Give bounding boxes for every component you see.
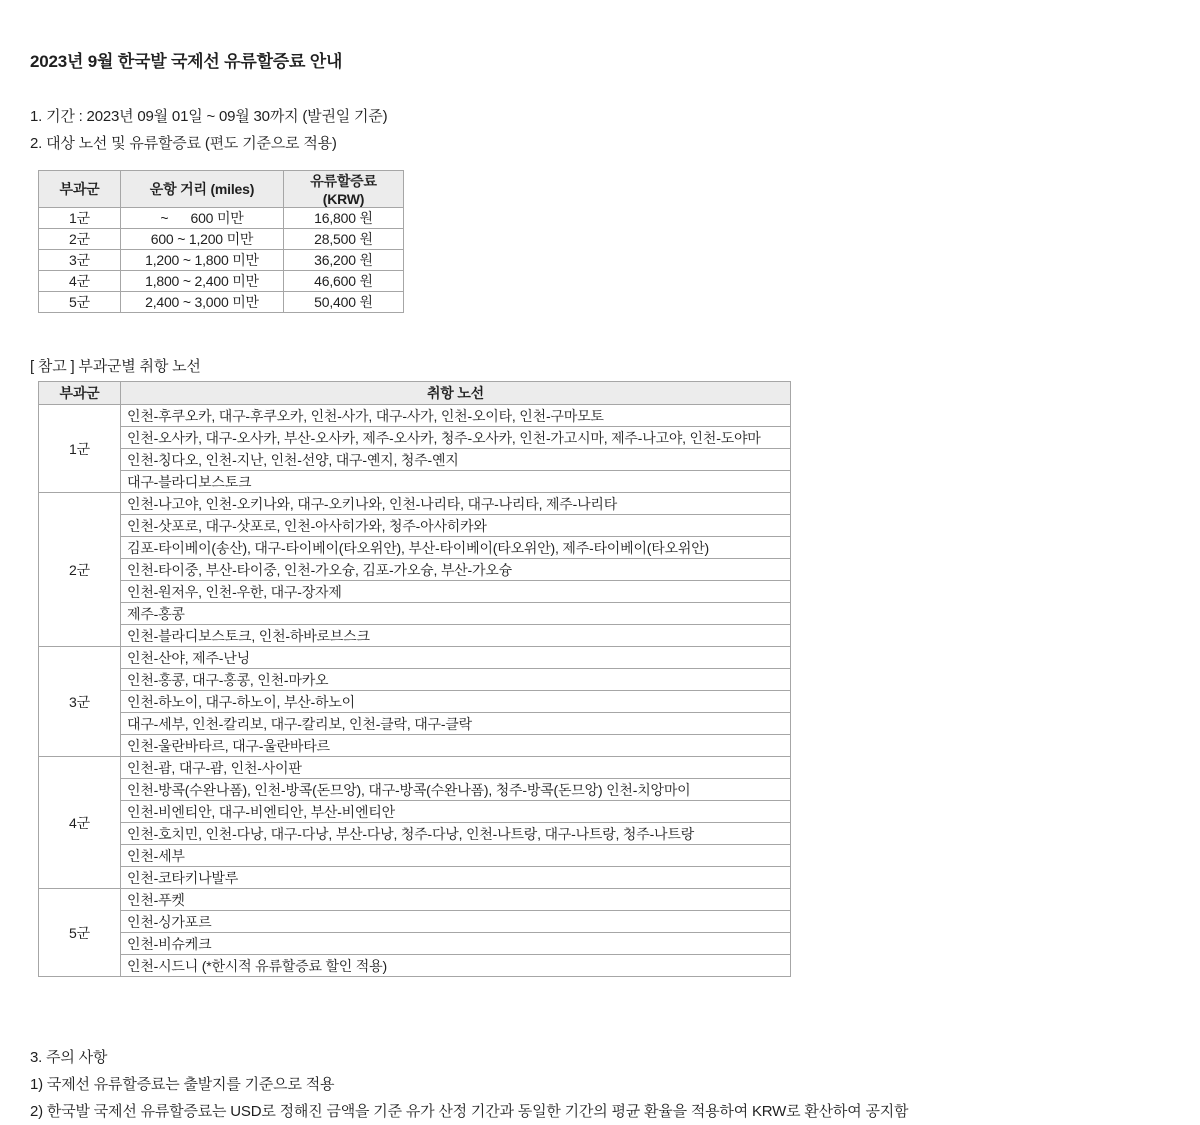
route-cell: 인천-세부 (121, 845, 791, 867)
surcharge-group-cell: 1군 (39, 208, 121, 229)
route-group-cell: 5군 (39, 889, 121, 977)
route-row (39, 823, 791, 845)
route-row (39, 493, 791, 515)
route-cell: 대구-블라디보스토크 (121, 471, 791, 493)
route-row (39, 537, 791, 559)
surcharge-row (39, 229, 404, 250)
surcharge-row (39, 250, 404, 271)
route-cell: 인천-삿포로, 대구-삿포로, 인천-아사히가와, 청주-아사히카와 (121, 515, 791, 537)
route-row (39, 801, 791, 823)
route-row (39, 867, 791, 889)
route-row (39, 515, 791, 537)
route-row (39, 889, 791, 911)
route-cell: 인천-타이중, 부산-타이중, 인천-가오슝, 김포-가오슝, 부산-가오슝 (121, 559, 791, 581)
route-cell: 인천-비슈케크 (121, 933, 791, 955)
route-row (39, 581, 791, 603)
route-cell: 인천-호치민, 인천-다낭, 대구-다낭, 부산-다낭, 청주-다낭, 인천-나트랑, 대구-나트랑, 청주-나트랑 (121, 823, 791, 845)
surcharge-header-distance: 운항 거리 (miles) (121, 171, 284, 208)
route-cell: 인천-산야, 제주-난닝 (121, 647, 791, 669)
surcharge-fee-cell: 16,800 원 (284, 208, 404, 229)
route-row (39, 471, 791, 493)
note-line-2: 2) 한국발 국제선 유류할증료는 USD로 정해진 금액을 기준 유가 산정 기간과 동일한 기간의 평균 환율을 적용하여 KRW로 환산하여 공지함 (30, 1103, 909, 1120)
surcharge-fee-cell: 50,400 원 (284, 292, 404, 313)
route-header-routes: 취항 노선 (121, 382, 791, 405)
surcharge-table-body (39, 208, 404, 313)
route-cell: 인천-하노이, 대구-하노이, 부산-하노이 (121, 691, 791, 713)
surcharge-distance-cell: 1,800 ~ 2,400 미만 (121, 271, 284, 292)
surcharge-group-cell: 4군 (39, 271, 121, 292)
surcharge-header-row (39, 171, 404, 208)
route-table (38, 381, 791, 977)
surcharge-distance-cell: 600 ~ 1,200 미만 (121, 229, 284, 250)
route-row (39, 405, 791, 427)
surcharge-header-fee: 유류할증료 (KRW) (284, 171, 404, 208)
notes-section (30, 1044, 1170, 1125)
route-row (39, 691, 791, 713)
route-cell: 김포-타이베이(송산), 대구-타이베이(타오위안), 부산-타이베이(타오위안), 제주-타이베이(타오위안) (121, 537, 791, 559)
route-row (39, 559, 791, 581)
route-row (39, 845, 791, 867)
route-row (39, 911, 791, 933)
route-row (39, 427, 791, 449)
route-table-body (39, 405, 791, 977)
route-cell: 인천-블라디보스토크, 인천-하바로브스크 (121, 625, 791, 647)
surcharge-header-group: 부과군 (39, 171, 121, 208)
route-group-cell: 2군 (39, 493, 121, 647)
route-group-cell: 4군 (39, 757, 121, 889)
route-cell: 인천-나고야, 인천-오키나와, 대구-오키나와, 인천-나리타, 대구-나리타, 제주-나리타 (121, 493, 791, 515)
surcharge-group-cell: 2군 (39, 229, 121, 250)
route-row (39, 603, 791, 625)
route-cell: 인천-싱가포르 (121, 911, 791, 933)
route-cell: 인천-원저우, 인천-우한, 대구-장자제 (121, 581, 791, 603)
route-cell: 인천-오사카, 대구-오사카, 부산-오사카, 제주-오사카, 청주-오사카, 인천-가고시마, 제주-나고야, 인천-도야마 (121, 427, 791, 449)
surcharge-fee-cell: 28,500 원 (284, 229, 404, 250)
route-cell: 인천-칭다오, 인천-지난, 인천-선양, 대구-옌지, 청주-옌지 (121, 449, 791, 471)
route-row (39, 647, 791, 669)
notes-heading: 3. 주의 사항 (30, 1049, 108, 1066)
surcharge-distance-cell: ~ 600 미만 (121, 208, 284, 229)
route-row (39, 625, 791, 647)
route-row (39, 955, 791, 977)
route-cell: 인천-방콕(수완나폼), 인천-방콕(돈므앙), 대구-방콕(수완나폼), 청주-방콕(돈므앙) 인천-치앙마이 (121, 779, 791, 801)
route-row (39, 779, 791, 801)
route-cell: 인천-푸켓 (121, 889, 791, 911)
route-row (39, 713, 791, 735)
surcharge-group-cell: 3군 (39, 250, 121, 271)
route-cell: 인천-울란바타르, 대구-울란바타르 (121, 735, 791, 757)
route-cell: 인천-괌, 대구-괌, 인천-사이판 (121, 757, 791, 779)
surcharge-table (38, 170, 404, 313)
page-title: 2023년 9월 한국발 국제선 유류할증료 안내 (30, 52, 343, 71)
route-group-cell: 3군 (39, 647, 121, 757)
period-line: 1. 기간 : 2023년 09월 01일 ~ 09월 30까지 (발권일 기준) (30, 108, 388, 125)
route-group-cell: 1군 (39, 405, 121, 493)
target-line: 2. 대상 노선 및 유류할증료 (편도 기준으로 적용) (30, 135, 337, 152)
route-row (39, 449, 791, 471)
route-cell: 인천-비엔티안, 대구-비엔티안, 부산-비엔티안 (121, 801, 791, 823)
reference-caption: [ 참고 ] 부과군별 취항 노선 (30, 358, 201, 375)
surcharge-distance-cell: 1,200 ~ 1,800 미만 (121, 250, 284, 271)
surcharge-row (39, 271, 404, 292)
surcharge-group-cell: 5군 (39, 292, 121, 313)
surcharge-row (39, 292, 404, 313)
surcharge-fee-cell: 46,600 원 (284, 271, 404, 292)
route-cell: 대구-세부, 인천-칼리보, 대구-칼리보, 인천-클락, 대구-클락 (121, 713, 791, 735)
route-header-group: 부과군 (39, 382, 121, 405)
route-row (39, 669, 791, 691)
route-cell: 인천-시드니 (*한시적 유류할증료 할인 적용) (121, 955, 791, 977)
surcharge-row (39, 208, 404, 229)
route-cell: 인천-후쿠오카, 대구-후쿠오카, 인천-사가, 대구-사가, 인천-오이타, 인천-구마모토 (121, 405, 791, 427)
surcharge-distance-cell: 2,400 ~ 3,000 미만 (121, 292, 284, 313)
route-cell: 인천-홍콩, 대구-홍콩, 인천-마카오 (121, 669, 791, 691)
route-row (39, 933, 791, 955)
route-cell: 인천-코타키나발루 (121, 867, 791, 889)
surcharge-fee-cell: 36,200 원 (284, 250, 404, 271)
note-line-1: 1) 국제선 유류할증료는 출발지를 기준으로 적용 (30, 1076, 335, 1093)
route-header-row (39, 382, 791, 405)
route-row (39, 757, 791, 779)
route-cell: 제주-홍콩 (121, 603, 791, 625)
route-row (39, 735, 791, 757)
